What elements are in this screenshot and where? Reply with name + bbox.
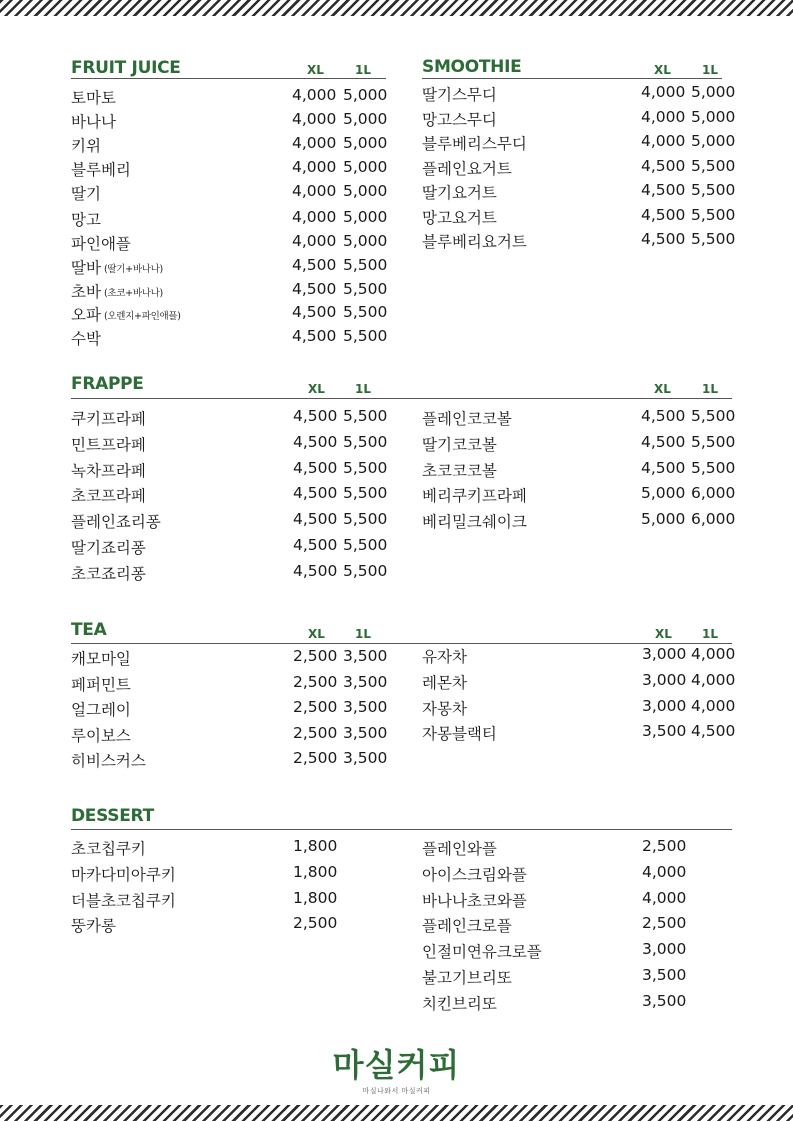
price-1l: 4,000 bbox=[691, 670, 736, 689]
item-name: 레몬차 bbox=[422, 673, 467, 692]
price-1l: 3,500 bbox=[343, 672, 388, 691]
item-name: 블루베리요거트 bbox=[422, 233, 527, 251]
price-xl: 4,500 bbox=[641, 205, 686, 224]
price-xl: 4,000 bbox=[292, 208, 337, 226]
item-name: 치킨브리또 bbox=[422, 994, 497, 1013]
item-price: 2,500 bbox=[293, 914, 338, 933]
item-name: 불고기브리또 bbox=[422, 969, 512, 987]
price-1l: 3,500 bbox=[343, 698, 388, 716]
item-name: 얼그레이 bbox=[71, 701, 131, 719]
price-xl: 4,500 bbox=[293, 510, 338, 529]
item-note-wrap bbox=[104, 282, 163, 300]
item-name: 망고 bbox=[71, 211, 101, 229]
section-title-dessert: DESSERT bbox=[71, 806, 154, 826]
item-name: 딸바 bbox=[71, 259, 101, 277]
item-name: 딸기 bbox=[71, 185, 101, 203]
price-1l: 5,500 bbox=[343, 536, 388, 554]
item-name: 뚱카롱 bbox=[71, 917, 116, 936]
price-xl: 4,500 bbox=[292, 303, 337, 321]
price-1l: 5,500 bbox=[343, 327, 388, 345]
price-1l: 5,000 bbox=[343, 86, 388, 104]
bottom-stripe-border bbox=[0, 1105, 793, 1121]
price-xl: 4,000 bbox=[292, 182, 337, 200]
price-1l: 3,500 bbox=[343, 723, 388, 742]
header-1l-right: 1L bbox=[702, 627, 718, 641]
price-1l: 4,000 bbox=[691, 696, 736, 715]
item-note-wrap bbox=[104, 305, 181, 323]
price-xl: 4,000 bbox=[292, 110, 337, 128]
header-xl: XL bbox=[308, 382, 325, 396]
price-1l: 5,500 bbox=[343, 280, 388, 298]
price-xl: 4,500 bbox=[641, 407, 686, 425]
price-xl: 4,500 bbox=[293, 536, 338, 554]
item-name: 오파 bbox=[71, 306, 101, 324]
price-1l: 4,000 bbox=[691, 645, 736, 663]
price-xl: 4,000 bbox=[292, 232, 337, 250]
header-xl: XL bbox=[308, 627, 325, 641]
item-name: 녹차프라페 bbox=[71, 461, 146, 480]
item-price: 3,000 bbox=[642, 940, 687, 959]
item-name: 블루베리스무디 bbox=[422, 135, 527, 153]
section-title-smoothie: SMOOTHIE bbox=[422, 57, 522, 77]
price-1l: 5,500 bbox=[343, 458, 388, 477]
item-price: 4,000 bbox=[642, 862, 687, 881]
price-1l: 6,000 bbox=[691, 484, 736, 503]
price-xl: 4,000 bbox=[292, 134, 337, 152]
section-title-fruit-juice: FRUIT JUICE bbox=[71, 58, 181, 78]
price-xl: 4,500 bbox=[293, 561, 338, 580]
price-1l: 5,500 bbox=[691, 458, 736, 477]
price-1l: 5,500 bbox=[343, 432, 388, 451]
price-xl: 4,500 bbox=[641, 432, 686, 451]
item-name: 플레인코코볼 bbox=[422, 410, 512, 428]
header-1l: 1L bbox=[355, 382, 371, 396]
price-1l: 5,000 bbox=[343, 182, 388, 200]
item-name: 플레인와플 bbox=[422, 840, 497, 858]
price-xl: 4,500 bbox=[293, 484, 338, 503]
price-xl: 4,500 bbox=[641, 181, 686, 199]
item-note: (초코+바나나) bbox=[104, 288, 163, 299]
price-1l: 5,500 bbox=[343, 256, 388, 274]
price-xl: 3,000 bbox=[642, 670, 687, 689]
item-name: 페퍼민트 bbox=[71, 675, 131, 694]
item-name: 루이보스 bbox=[71, 726, 131, 745]
item-name: 초바 bbox=[71, 283, 101, 301]
item-price: 3,500 bbox=[642, 966, 687, 984]
price-xl: 4,000 bbox=[641, 107, 686, 126]
price-xl: 2,500 bbox=[293, 672, 338, 691]
item-name: 유자차 bbox=[422, 648, 467, 666]
header-xl: XL bbox=[654, 63, 671, 77]
item-name: 플레인죠리퐁 bbox=[71, 513, 161, 532]
price-1l: 5,500 bbox=[343, 303, 388, 321]
item-name: 바나나초코와플 bbox=[422, 891, 527, 910]
item-name: 초코프라페 bbox=[71, 487, 146, 506]
item-price: 4,000 bbox=[642, 888, 687, 907]
item-note: (오렌지+파인애플) bbox=[104, 311, 181, 322]
section-divider bbox=[71, 78, 386, 79]
item-name: 플레인크로플 bbox=[422, 917, 512, 936]
header-xl-right: XL bbox=[654, 382, 671, 396]
price-xl: 3,000 bbox=[642, 645, 687, 663]
price-xl: 4,500 bbox=[292, 327, 337, 345]
item-name: 자몽차 bbox=[422, 699, 467, 718]
item-name: 베리밀크쉐이크 bbox=[422, 513, 527, 532]
price-1l: 3,500 bbox=[343, 647, 388, 665]
item-name: 플레인요거트 bbox=[422, 159, 512, 178]
item-name: 초코코코볼 bbox=[422, 461, 497, 480]
item-name: 쿠키프라페 bbox=[71, 410, 146, 428]
item-name: 딸기요거트 bbox=[422, 184, 497, 202]
price-1l: 5,500 bbox=[343, 484, 388, 503]
price-1l: 5,500 bbox=[691, 407, 736, 425]
price-xl: 2,500 bbox=[293, 749, 338, 767]
item-price: 1,800 bbox=[293, 837, 338, 855]
section-title-tea: TEA bbox=[71, 620, 107, 640]
item-name: 캐모마일 bbox=[71, 650, 131, 668]
price-1l: 5,500 bbox=[691, 230, 736, 248]
price-1l: 5,000 bbox=[691, 107, 736, 126]
top-stripe-border bbox=[0, 0, 793, 16]
price-xl: 4,500 bbox=[641, 458, 686, 477]
item-name: 키위 bbox=[71, 137, 101, 155]
price-1l: 5,500 bbox=[691, 205, 736, 224]
price-xl: 4,000 bbox=[641, 83, 686, 101]
header-1l: 1L bbox=[355, 627, 371, 641]
price-1l: 5,000 bbox=[343, 208, 388, 226]
header-xl: XL bbox=[307, 63, 324, 77]
item-name: 마카다미아쿠키 bbox=[71, 865, 176, 884]
price-1l: 5,500 bbox=[343, 510, 388, 529]
section-divider bbox=[71, 829, 732, 830]
logo-wordmark: 마실커피 bbox=[332, 1046, 461, 1084]
price-xl: 5,000 bbox=[641, 510, 686, 529]
item-name: 딸기코코볼 bbox=[422, 435, 497, 454]
price-1l: 5,000 bbox=[343, 232, 388, 250]
price-1l: 5,500 bbox=[343, 407, 388, 425]
price-xl: 4,000 bbox=[641, 132, 686, 150]
item-note-wrap bbox=[104, 258, 163, 276]
item-name: 블루베리 bbox=[71, 161, 131, 179]
price-xl: 4,500 bbox=[293, 458, 338, 477]
item-price: 1,800 bbox=[293, 862, 338, 881]
item-name: 아이스크림와플 bbox=[422, 865, 527, 884]
item-price: 1,800 bbox=[293, 888, 338, 907]
section-divider bbox=[71, 398, 732, 399]
price-xl: 3,000 bbox=[642, 696, 687, 715]
section-divider bbox=[71, 643, 732, 644]
header-1l: 1L bbox=[702, 63, 718, 77]
price-xl: 4,500 bbox=[641, 156, 686, 175]
item-name: 초코죠리퐁 bbox=[71, 564, 146, 583]
item-name: 인절미연유크로플 bbox=[422, 943, 542, 962]
price-1l: 5,000 bbox=[343, 134, 388, 152]
header-1l: 1L bbox=[355, 63, 371, 77]
item-name: 파인애플 bbox=[71, 235, 131, 253]
item-name: 수박 bbox=[71, 330, 101, 348]
item-name: 딸기죠리퐁 bbox=[71, 539, 146, 557]
logo-tagline: 마실나와서 마실커피 bbox=[362, 1087, 431, 1095]
price-xl: 4,000 bbox=[292, 86, 337, 104]
price-1l: 5,000 bbox=[691, 83, 736, 101]
header-xl-right: XL bbox=[655, 627, 672, 641]
price-1l: 6,000 bbox=[691, 510, 736, 529]
item-name: 망고스무디 bbox=[422, 110, 497, 129]
item-name: 망고요거트 bbox=[422, 208, 497, 227]
price-1l: 5,500 bbox=[691, 432, 736, 451]
price-xl: 2,500 bbox=[293, 647, 338, 665]
item-note: (딸기+바나나) bbox=[104, 264, 163, 275]
price-xl: 2,500 bbox=[293, 698, 338, 716]
price-1l: 5,000 bbox=[343, 158, 388, 176]
item-name: 베리쿠키프라페 bbox=[422, 487, 527, 506]
item-name: 초코칩쿠키 bbox=[71, 840, 146, 858]
price-1l: 5,500 bbox=[691, 181, 736, 199]
price-xl: 4,500 bbox=[292, 256, 337, 274]
price-xl: 4,500 bbox=[641, 230, 686, 248]
price-1l: 5,500 bbox=[343, 561, 388, 580]
item-name: 딸기스무디 bbox=[422, 86, 497, 104]
item-price: 3,500 bbox=[642, 991, 687, 1010]
price-1l: 4,500 bbox=[691, 722, 736, 741]
price-xl: 4,500 bbox=[293, 407, 338, 425]
brand-logo bbox=[0, 1040, 793, 1096]
price-1l: 5,000 bbox=[691, 132, 736, 150]
item-name: 더블초코칩쿠키 bbox=[71, 891, 176, 910]
price-xl: 5,000 bbox=[641, 484, 686, 503]
item-price: 2,500 bbox=[642, 914, 687, 933]
item-name: 민트프라페 bbox=[71, 435, 146, 454]
item-name: 히비스커스 bbox=[71, 752, 146, 770]
price-xl: 4,500 bbox=[293, 432, 338, 451]
price-1l: 3,500 bbox=[343, 749, 388, 767]
item-price: 2,500 bbox=[642, 837, 687, 855]
price-1l: 5,000 bbox=[343, 110, 388, 128]
section-divider bbox=[422, 78, 722, 79]
price-xl: 4,500 bbox=[292, 280, 337, 298]
item-name: 자몽블랙티 bbox=[422, 725, 497, 744]
item-name: 바나나 bbox=[71, 113, 116, 131]
price-1l: 5,500 bbox=[691, 156, 736, 175]
price-xl: 2,500 bbox=[293, 723, 338, 742]
price-xl: 4,000 bbox=[292, 158, 337, 176]
item-name: 토마토 bbox=[71, 89, 116, 107]
price-xl: 3,500 bbox=[642, 722, 687, 741]
section-title-frappe: FRAPPE bbox=[71, 374, 144, 394]
header-1l-right: 1L bbox=[702, 382, 718, 396]
